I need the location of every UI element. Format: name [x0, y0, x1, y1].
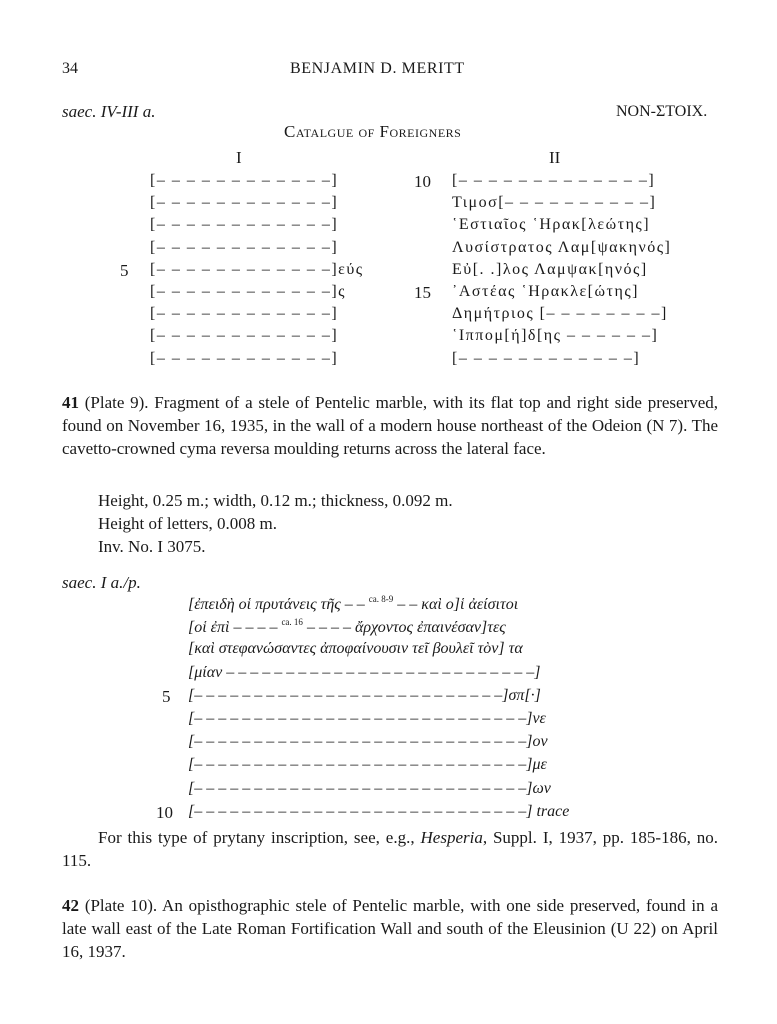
entry-41-paragraph [62, 391, 718, 460]
column-i-line: [– – – – – – – – – – – –] [150, 194, 339, 212]
column-ii-line: Λυσίστρατος Λαμ[ψακηνός] [452, 238, 672, 256]
column-ii-line: ῾Ιππομ[ή]δ[ης – – – – – –] [452, 327, 659, 345]
inscription-line [188, 617, 506, 637]
measurement-letter-height: Height of letters, 0.008 m. [98, 514, 277, 533]
column-ii-line: ῾Εστιαῖος ῾Ηρακ[λεώτης] [452, 216, 651, 234]
inscription-line-number: 10 [156, 802, 173, 822]
catalogue-title: Catalgue of Foreigners [284, 122, 462, 141]
column-ii-line: Εὐ[. .]λος Λαμψακ[ηνός] [452, 260, 648, 278]
entry-41-note [62, 826, 718, 872]
lacuna-estimate: ca. 8-9 [368, 594, 394, 604]
column-i-line: [– – – – – – – – – – – –]εύς [150, 260, 364, 278]
column-header-i: I [236, 148, 242, 167]
inscription-line [188, 780, 551, 798]
column-i-line: [– – – – – – – – – – – –]ς [150, 283, 346, 300]
entry-42-description: (Plate 10). An opisthographic stele of Pentelic marble, with one side preserved, found in a late wall east of the Late Roman Fortification Wall and south of the Eleusinion (U 22) on April 16, 1937. [62, 896, 718, 961]
entry-41-date: saec. I a./p. [62, 573, 141, 592]
measurement-dimensions: Height, 0.25 m.; width, 0.12 m.; thickness, 0.092 m. [98, 491, 453, 510]
column-ii-line-number: 10 [414, 172, 431, 191]
inscription-text: [καὶ στεφανώσαντες ἀποφαίνουσιν τεῖ βουλεῖ τὸν] τα [188, 640, 523, 658]
inscription-text: [μίαν – – – – – – – – – – – – – – – – – – – – – – – – – –] [188, 663, 541, 681]
column-i-line: [– – – – – – – – – – – –] [150, 216, 339, 234]
column-i-line: [– – – – – – – – – – – –] [150, 172, 339, 189]
column-i-line: [– – – – – – – – – – – –] [150, 327, 339, 345]
column-i-line-number: 5 [120, 260, 129, 280]
inscription-line [188, 756, 547, 774]
inscription-line [188, 803, 569, 821]
column-ii-line: Δημήτριος [– – – – – – – –] [452, 305, 668, 323]
inscription-text: [οἱ ἐπὶ – – – – [188, 619, 282, 637]
column-ii-line: [– – – – – – – – – – – –] [452, 349, 641, 367]
note-text: For this type of prytany inscription, see, e.g., [98, 828, 421, 847]
inscription-text: [– – – – – – – – – – – – – – – – – – – – – – – – – – – –]με [188, 756, 547, 774]
column-header-ii: II [549, 148, 561, 167]
inscription-line-number: 5 [162, 686, 171, 706]
entry-41-number: 41 [62, 393, 79, 412]
lacuna-estimate: ca. 16 [281, 617, 303, 628]
column-i-line: [– – – – – – – – – – – –] [150, 238, 339, 256]
entry-42-paragraph [62, 894, 718, 963]
inscription-line [188, 594, 518, 614]
inscription-text: [– – – – – – – – – – – – – – – – – – – – – – – – – –]σπ[·] [188, 686, 541, 704]
column-ii-line: Τιμοσ[– – – – – – – – – –] [452, 194, 657, 212]
entry-41-description: (Plate 9). Fragment of a stele of Pentelic marble, with its flat top and right side preserved, found on November 16, 1935, in the wall of a modern house northeast of the Odeion (N 7). The cavetto-crowned cyma reversa moulding returns across the lateral face. [62, 393, 719, 458]
inscription-line [188, 664, 540, 682]
note-journal-title: Hesperia [420, 828, 483, 847]
inscription-text: [– – – – – – – – – – – – – – – – – – – – – – – – – – – –]ον [188, 733, 548, 751]
running-head-author: BENJAMIN D. MERITT [290, 60, 465, 77]
inscription-text: [– – – – – – – – – – – – – – – – – – – – – – – – – – – –] trace [188, 802, 570, 820]
column-i-line: [– – – – – – – – – – – –] [150, 349, 339, 367]
inscription-line [188, 687, 541, 705]
inscription-text: [– – – – – – – – – – – – – – – – – – – – – – – – – – – –]ων [188, 779, 551, 797]
note-citation: , Suppl. I, 1937, pp. 185-186, no. 115. [62, 828, 719, 870]
inscription-text: – – καὶ ο]ἱ ἀείσιτοι [393, 596, 519, 613]
entry-42-number: 42 [62, 896, 79, 915]
column-ii-line-number: 15 [414, 283, 431, 302]
inscription-text: [ἐπειδὴ οἱ πρυτάνεις τῆς – – [188, 596, 369, 613]
inscription-line [188, 733, 548, 751]
section1-date: saec. IV-III a. [62, 102, 156, 121]
section1-style-label: NON-ΣΤΟΙΧ. [616, 103, 708, 120]
column-ii-line: ᾿Αστέας ῾Ηρακλε[ώτης] [452, 283, 639, 300]
column-i-line: [– – – – – – – – – – – –] [150, 305, 339, 323]
inscription-text: – – – – ἄρχοντος ἐπαινέσαν]τες [302, 619, 506, 637]
inscription-line [188, 640, 523, 658]
inscription-line [188, 710, 546, 728]
column-ii-line: [– – – – – – – – – – – – –] [452, 172, 656, 189]
page-number: 34 [62, 60, 78, 77]
inscription-text: [– – – – – – – – – – – – – – – – – – – – – – – – – – – –]νε [188, 710, 546, 727]
inventory-number: Inv. No. I 3075. [98, 537, 206, 556]
